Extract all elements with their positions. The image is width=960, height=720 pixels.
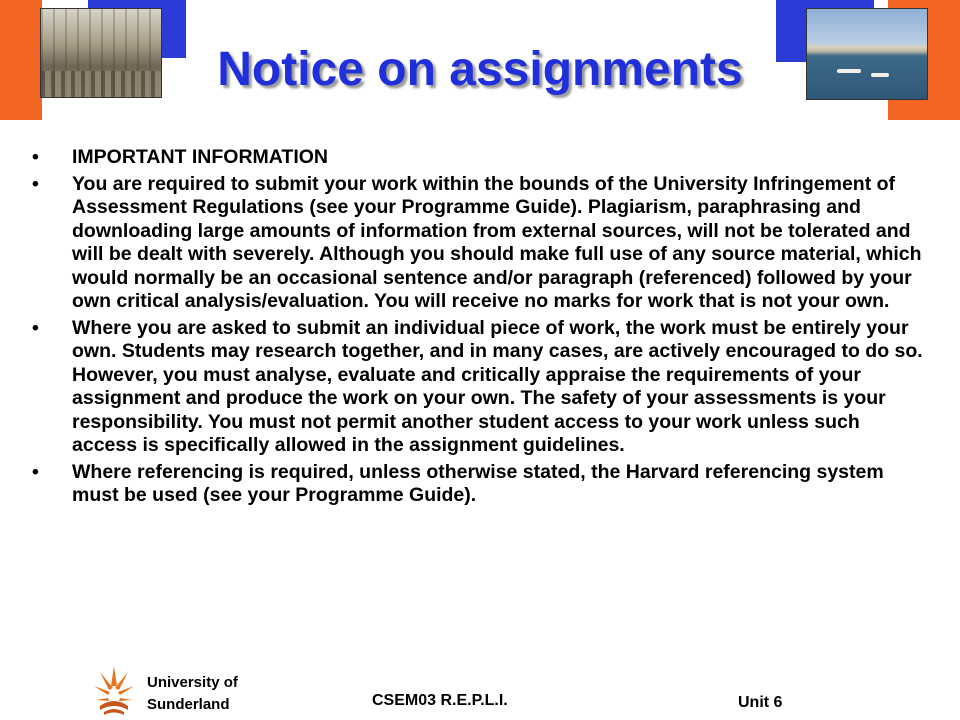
harbour-photo: [806, 8, 928, 100]
bullet-marker: •: [32, 460, 39, 483]
list-item: [30, 173, 930, 314]
bullet-text: IMPORTANT INFORMATION: [72, 146, 328, 168]
list-item: [30, 146, 930, 170]
bullet-marker: •: [32, 146, 39, 168]
university-logo-icon: [92, 660, 136, 716]
decor-square-orange-left: [0, 0, 42, 120]
bullet-list: [30, 146, 930, 511]
university-name-line1: University of: [147, 674, 238, 691]
university-name-line2: Sunderland: [147, 696, 230, 713]
unit-label: Unit 6: [738, 694, 783, 711]
bullet-marker: •: [32, 316, 39, 339]
bullet-text: Where you are asked to submit an individual piece of work, the work must be entirely your own. Students may research together, and in many cases, are actively encouraged to do so. However, you must analyse, evaluate and critically appraise the requirements of your assignment and produce the work on your own. The safety of your assessments is your responsibility. You must not permit another student access to your work unless such access is specifically allowed in the assignment guidelines.: [72, 316, 923, 456]
list-item: [30, 461, 930, 508]
page-title: Notice on assignments: [217, 43, 743, 96]
course-code: CSEM03 R.E.P.L.I.: [372, 692, 508, 709]
bullet-text: You are required to submit your work within the bounds of the University Infringement of Assessment Regulations (see your Programme Guide). Plagiarism, paraphrasing and downloading large amounts of information from external sources, will not be tolerated and will be dealt with severely. Although you should make full use of any source material, which would normally be an occasional sentence and/or paragraph (referenced) followed by your own critical analysis/evaluation. You will receive no marks for work that is not your own.: [72, 172, 922, 312]
bullet-marker: •: [32, 172, 39, 195]
university-name: [147, 672, 238, 716]
list-item: [30, 317, 930, 458]
bullet-text: Where referencing is required, unless otherwise stated, the Harvard referencing system must be used (see your Programme Guide).: [72, 460, 884, 506]
library-photo: [40, 8, 162, 98]
